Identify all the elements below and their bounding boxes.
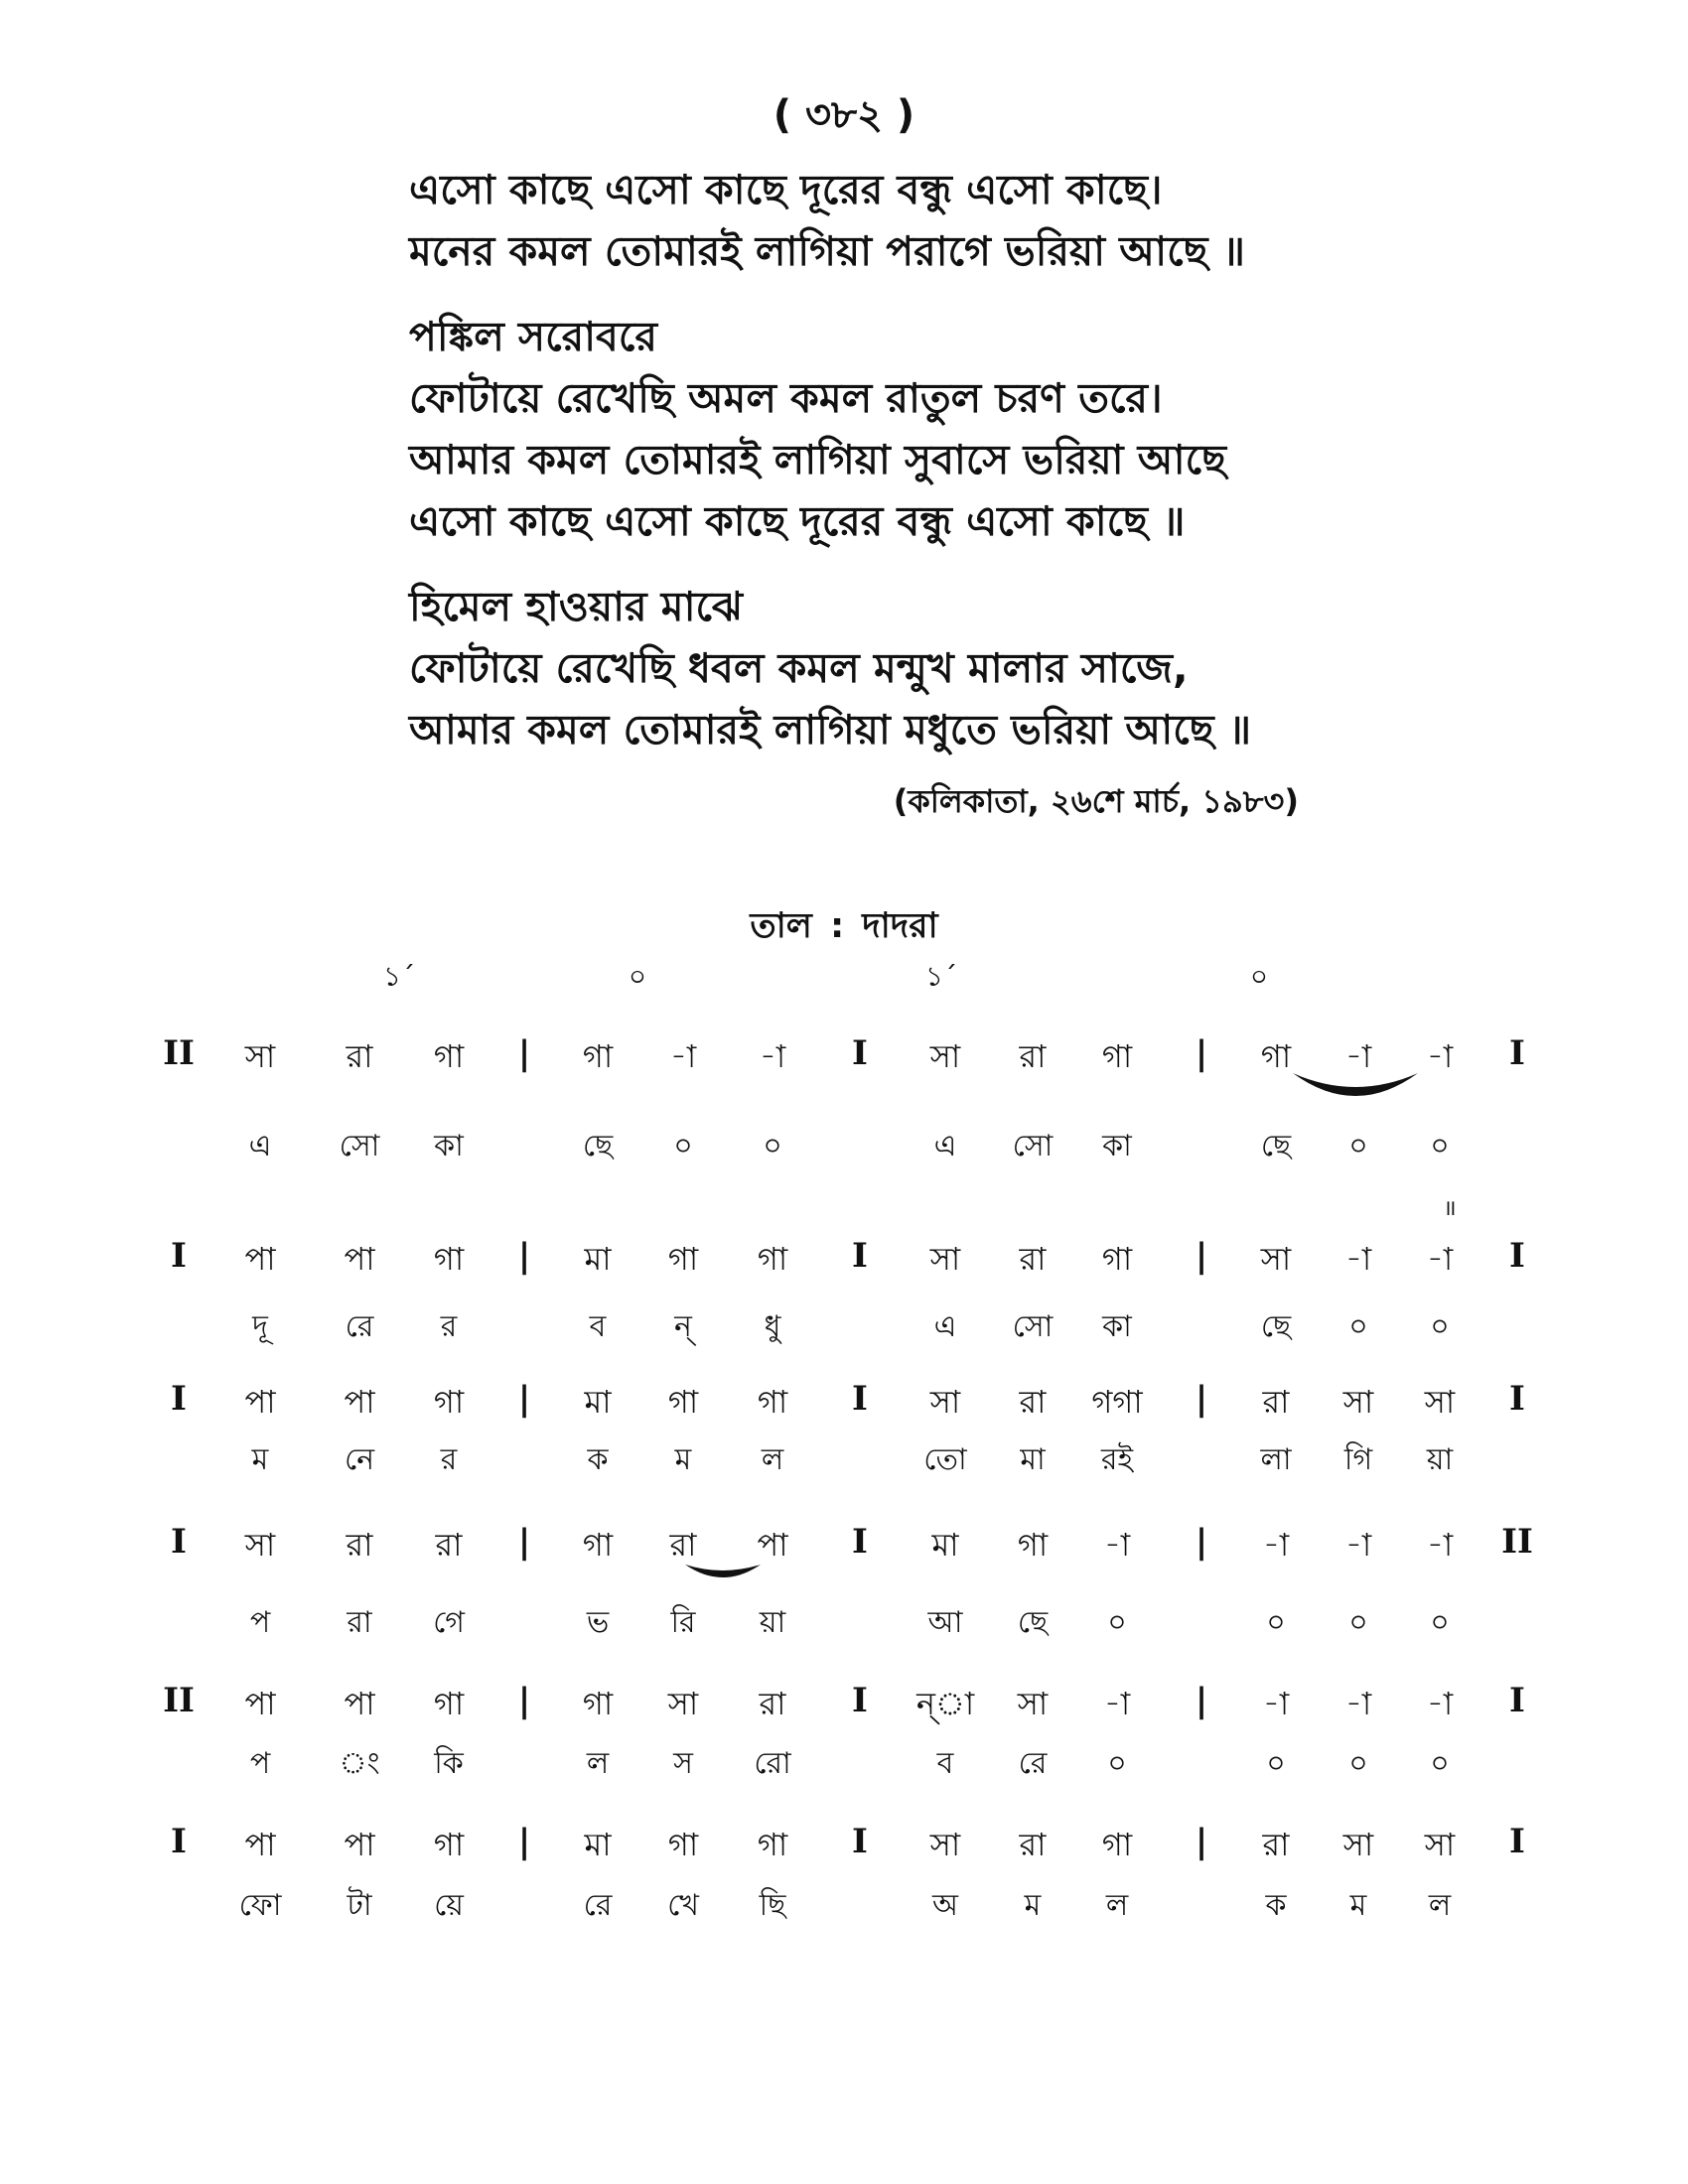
syllable: ০ bbox=[1348, 1129, 1368, 1163]
bar-line: I bbox=[1509, 1681, 1525, 1720]
syllable: আ bbox=[927, 1605, 963, 1640]
beat-marker: ০ bbox=[628, 960, 647, 993]
swara-note: রা bbox=[1019, 1037, 1047, 1075]
swara-note: গা bbox=[582, 1037, 614, 1075]
syllable: রে bbox=[345, 1309, 374, 1344]
syllable: ছে bbox=[1260, 1129, 1292, 1163]
syllable: রই bbox=[1100, 1442, 1134, 1477]
bar-line: I bbox=[171, 1522, 187, 1562]
swara-note: গা bbox=[1017, 1526, 1049, 1564]
syllable: সো bbox=[1012, 1309, 1054, 1344]
bar-line: I bbox=[852, 1033, 868, 1073]
swara-note: গা bbox=[667, 1240, 699, 1278]
bar-line: I bbox=[171, 1822, 187, 1861]
bar-line: | bbox=[1195, 1379, 1208, 1419]
syllable: ম bbox=[1024, 1888, 1042, 1923]
syllable: ব bbox=[589, 1309, 607, 1344]
syllable: এ bbox=[933, 1129, 957, 1163]
swara-note: মা bbox=[584, 1826, 612, 1863]
lyric-line: আমার কমল তোমারই লাগিয়া মধুতে ভরিয়া আছে ॥ bbox=[409, 706, 1252, 753]
syllable: ধু bbox=[764, 1309, 781, 1344]
swara-note: মা bbox=[931, 1526, 959, 1564]
swara-note: রা bbox=[1262, 1383, 1290, 1421]
bar-line: I bbox=[1509, 1822, 1525, 1861]
beat-marker: ০ bbox=[1249, 960, 1269, 993]
syllable: কি bbox=[434, 1746, 464, 1781]
syllable: ০ bbox=[1266, 1746, 1286, 1781]
swara-note: মা bbox=[584, 1240, 612, 1278]
syllable: টা bbox=[347, 1888, 372, 1923]
syllable: ০ bbox=[1430, 1309, 1450, 1344]
swara-note: -া bbox=[1103, 1685, 1131, 1722]
swara-note: -া bbox=[1344, 1685, 1372, 1722]
syllable: প bbox=[249, 1746, 271, 1781]
stanza-2 bbox=[409, 306, 1402, 552]
place-date: (কলিকাতা, ২৬শে মার্চ, ১৯৮৩) bbox=[893, 782, 1299, 820]
syllable: স bbox=[673, 1746, 693, 1781]
slur-mark bbox=[1291, 1067, 1420, 1112]
swara-note: -া bbox=[1426, 1037, 1454, 1075]
syllable: র bbox=[440, 1442, 458, 1477]
bar-line: I bbox=[171, 1379, 187, 1419]
swara-note: -া bbox=[759, 1037, 786, 1075]
swara-note: সা bbox=[667, 1685, 699, 1722]
swara-note: গা bbox=[582, 1685, 614, 1722]
syllable: ল bbox=[1105, 1888, 1129, 1923]
syllable: ০ bbox=[1430, 1605, 1450, 1640]
swara-note: গা bbox=[433, 1240, 465, 1278]
bar-line: I bbox=[852, 1522, 868, 1562]
bar-line: I bbox=[171, 1236, 187, 1276]
bar-line: | bbox=[1195, 1033, 1208, 1073]
section-end-mark: ॥ bbox=[1443, 1196, 1457, 1221]
bar-line: II bbox=[1501, 1522, 1533, 1562]
syllable: রে bbox=[583, 1888, 613, 1923]
swara-note: গা bbox=[1260, 1037, 1292, 1075]
syllable: ০ bbox=[763, 1129, 782, 1163]
swara-note: সা bbox=[929, 1826, 961, 1863]
syllable: ০ bbox=[1430, 1129, 1450, 1163]
syllable: ভ bbox=[586, 1605, 610, 1640]
syllable: গি bbox=[1343, 1442, 1373, 1477]
bar-line: I bbox=[1509, 1033, 1525, 1073]
swara-note: মা bbox=[584, 1383, 612, 1421]
syllable: ফো bbox=[238, 1888, 282, 1923]
swara-note: সা bbox=[244, 1526, 276, 1564]
swara-note: গা bbox=[757, 1383, 788, 1421]
syllable: ০ bbox=[1348, 1605, 1368, 1640]
syllable: রি bbox=[670, 1605, 696, 1640]
swara-note: সা bbox=[244, 1037, 276, 1075]
bar-line: | bbox=[1195, 1681, 1208, 1720]
syllable: গে bbox=[433, 1605, 465, 1640]
swara-note: সা bbox=[929, 1383, 961, 1421]
swara-note: সা bbox=[1424, 1826, 1456, 1863]
bar-line: I bbox=[1509, 1236, 1525, 1276]
syllable: ০ bbox=[1266, 1605, 1286, 1640]
syllable: ০ bbox=[1430, 1746, 1450, 1781]
swara-note: রা bbox=[435, 1526, 463, 1564]
swara-note: -া bbox=[1426, 1240, 1454, 1278]
syllable: খে bbox=[667, 1888, 699, 1923]
tala-heading bbox=[0, 898, 1688, 957]
page-number: ( ৩৮২ ) bbox=[773, 92, 915, 138]
tala-label: তাল bbox=[750, 906, 812, 946]
syllable: ম bbox=[251, 1442, 269, 1477]
syllable: ০ bbox=[673, 1129, 693, 1163]
beat-marker: ১´ bbox=[924, 960, 958, 993]
syllable: র bbox=[440, 1309, 458, 1344]
swara-note: গা bbox=[757, 1826, 788, 1863]
syllable: ০ bbox=[1107, 1746, 1127, 1781]
syllable: এ bbox=[248, 1129, 272, 1163]
syllable: প bbox=[249, 1605, 271, 1640]
syllable: ল bbox=[761, 1442, 784, 1477]
syllable: ছে bbox=[582, 1129, 614, 1163]
swara-note: রা bbox=[346, 1526, 373, 1564]
syllable: ব bbox=[936, 1746, 954, 1781]
swara-note: -া bbox=[1426, 1526, 1454, 1564]
syllable: য়ে bbox=[434, 1888, 464, 1923]
swara-note: গা bbox=[433, 1826, 465, 1863]
bar-line: | bbox=[517, 1379, 531, 1419]
swara-note: পা bbox=[244, 1240, 276, 1278]
swara-note: পা bbox=[344, 1240, 375, 1278]
bar-line: | bbox=[517, 1236, 531, 1276]
bar-line: | bbox=[517, 1033, 531, 1073]
swara-note: গা bbox=[667, 1826, 699, 1863]
lyric-line: পঙ্কিল সরোবরে bbox=[409, 313, 657, 360]
syllable: ন্ bbox=[674, 1309, 692, 1344]
swara-note: গা bbox=[667, 1383, 699, 1421]
bar-line: | bbox=[1195, 1236, 1208, 1276]
syllable: রা bbox=[347, 1605, 372, 1640]
syllable: ক bbox=[1265, 1888, 1287, 1923]
swara-note: -া bbox=[1344, 1240, 1372, 1278]
bar-line: | bbox=[517, 1522, 531, 1562]
bar-line: I bbox=[852, 1822, 868, 1861]
swara-note: রা bbox=[669, 1526, 697, 1564]
swara-note: গগা bbox=[1091, 1383, 1143, 1421]
bar-line: | bbox=[1195, 1522, 1208, 1562]
swara-note: -া bbox=[1344, 1037, 1372, 1075]
bar-line: I bbox=[852, 1681, 868, 1720]
swara-note: পা bbox=[244, 1685, 276, 1722]
swara-note: পা bbox=[757, 1526, 788, 1564]
swara-note: গা bbox=[1101, 1826, 1133, 1863]
syllable: ক bbox=[587, 1442, 609, 1477]
syllable: ছি bbox=[759, 1888, 786, 1923]
lyrics-block bbox=[409, 159, 1402, 784]
syllable: ল bbox=[1428, 1888, 1452, 1923]
syllable: ০ bbox=[1348, 1746, 1368, 1781]
swara-note: গা bbox=[1101, 1240, 1133, 1278]
swara-note: -া bbox=[1262, 1685, 1290, 1722]
lyric-line: হিমেল হাওয়ার মাঝে bbox=[409, 583, 743, 630]
lyric-line: ফোটায়ে রেখেছি অমল কমল রাতুল চরণ তরে। bbox=[409, 374, 1163, 422]
swara-note: পা bbox=[344, 1826, 375, 1863]
syllable: ০ bbox=[1348, 1309, 1368, 1344]
swara-note: সা bbox=[1424, 1383, 1456, 1421]
syllable: ল bbox=[586, 1746, 610, 1781]
swara-note: পা bbox=[344, 1685, 375, 1722]
lyric-line: এসো কাছে এসো কাছে দূরের বন্ধু এসো কাছে ॥ bbox=[409, 497, 1186, 545]
swara-note: রা bbox=[1019, 1383, 1047, 1421]
syllable: ছে bbox=[1017, 1605, 1049, 1640]
swara-note: ন্া bbox=[915, 1685, 975, 1722]
swara-note: রা bbox=[1019, 1826, 1047, 1863]
swara-note: রা bbox=[759, 1685, 786, 1722]
bar-line: I bbox=[852, 1379, 868, 1419]
swara-note: গা bbox=[433, 1383, 465, 1421]
syllable: নে bbox=[344, 1442, 375, 1477]
swara-note: সা bbox=[1260, 1240, 1292, 1278]
syllable: তো bbox=[923, 1442, 967, 1477]
swara-note: রা bbox=[1262, 1826, 1290, 1863]
swara-note: গা bbox=[1101, 1037, 1133, 1075]
swara-note: সা bbox=[1017, 1685, 1049, 1722]
swara-note: পা bbox=[244, 1826, 276, 1863]
syllable: ং bbox=[339, 1746, 380, 1781]
swara-note: রা bbox=[346, 1037, 373, 1075]
lyric-line: এসো কাছে এসো কাছে দূরের বন্ধু এসো কাছে। bbox=[409, 166, 1163, 213]
syllable: দূ bbox=[252, 1309, 268, 1344]
bar-line: | bbox=[1195, 1822, 1208, 1861]
swara-note: সা bbox=[1342, 1826, 1374, 1863]
syllable: ম bbox=[674, 1442, 692, 1477]
swara-note: -া bbox=[1426, 1685, 1454, 1722]
stanza-1 bbox=[409, 159, 1402, 282]
syllable: ম bbox=[1349, 1888, 1367, 1923]
lyric-line: ফোটায়ে রেখেছি ধবল কমল মন্মুখ মালার সাজে, bbox=[409, 644, 1189, 692]
slur-mark bbox=[683, 1561, 763, 1586]
bar-line: | bbox=[517, 1681, 531, 1720]
bar-line: I bbox=[852, 1236, 868, 1276]
tala-separator: : bbox=[830, 906, 845, 946]
swara-note: -া bbox=[1344, 1526, 1372, 1564]
swara-note: সা bbox=[929, 1240, 961, 1278]
syllable: ০ bbox=[1107, 1605, 1127, 1640]
swara-note: পা bbox=[344, 1383, 375, 1421]
syllable: কা bbox=[434, 1129, 464, 1163]
bar-line: II bbox=[163, 1681, 195, 1720]
syllable: অ bbox=[932, 1888, 958, 1923]
syllable: রে bbox=[1018, 1746, 1048, 1781]
swara-note: গা bbox=[433, 1685, 465, 1722]
syllable: রো bbox=[754, 1746, 791, 1781]
swara-note: পা bbox=[244, 1383, 276, 1421]
syllable: সো bbox=[1012, 1129, 1054, 1163]
swara-note: -া bbox=[669, 1037, 697, 1075]
bar-line: I bbox=[1509, 1379, 1525, 1419]
swara-note: গা bbox=[582, 1526, 614, 1564]
syllable: কা bbox=[1102, 1309, 1132, 1344]
swara-note: গা bbox=[757, 1240, 788, 1278]
syllable: কা bbox=[1102, 1129, 1132, 1163]
bar-line: | bbox=[517, 1822, 531, 1861]
syllable: এ bbox=[933, 1309, 957, 1344]
beat-marker: ১´ bbox=[382, 960, 416, 993]
stanza-3 bbox=[409, 576, 1402, 760]
swara-note: -া bbox=[1262, 1526, 1290, 1564]
syllable: সো bbox=[339, 1129, 380, 1163]
swara-note: রা bbox=[1019, 1240, 1047, 1278]
swara-note: গা bbox=[433, 1037, 465, 1075]
lyric-line: মনের কমল তোমারই লাগিয়া পরাগে ভরিয়া আছে ॥ bbox=[409, 227, 1245, 275]
syllable: য়া bbox=[1426, 1442, 1454, 1477]
swara-note: সা bbox=[929, 1037, 961, 1075]
tala-name: দাদরা bbox=[862, 906, 938, 946]
syllable: ছে bbox=[1260, 1309, 1292, 1344]
swara-note: সা bbox=[1342, 1383, 1374, 1421]
syllable: মা bbox=[1020, 1442, 1046, 1477]
swara-note: -া bbox=[1103, 1526, 1131, 1564]
syllable: য়া bbox=[759, 1605, 786, 1640]
bar-line: II bbox=[163, 1033, 195, 1073]
syllable: লা bbox=[1260, 1442, 1292, 1477]
lyric-line: আমার কমল তোমারই লাগিয়া সুবাসে ভরিয়া আছে bbox=[409, 436, 1226, 483]
